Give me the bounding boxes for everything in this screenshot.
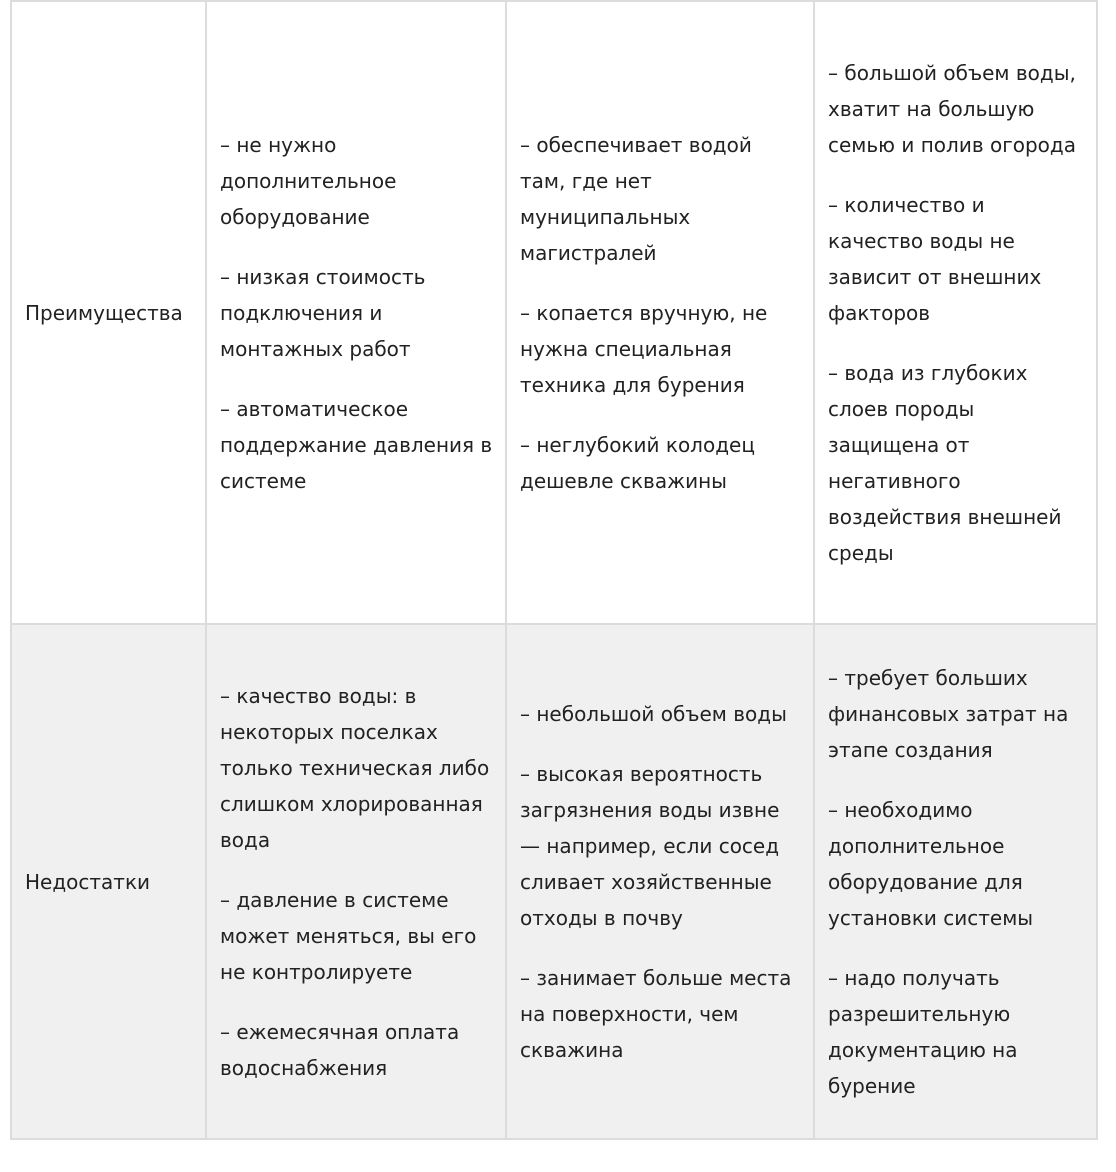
list-item: – необходимо дополнительное оборудование для установки системы [828,797,1034,930]
table-row-disadvantages [11,624,1097,1139]
list-item: – низкая стоимость подключения и монтажных работ [220,264,426,361]
table-cell [814,1,1097,624]
list-item: – не нужно дополнительное оборудование [220,132,397,229]
list-item: – надо получать разрешительную документацию на бурение [828,965,1018,1098]
list-item: – автоматическое поддержание давления в системе [220,396,493,493]
list-item: – большой объем воды, хватит на большую семью и полив огорода [828,60,1076,157]
list-item: – копается вручную, не нужна специальная техника для бурения [520,300,768,397]
list-item: – вода из глубоких слоев породы защищена от негативного воздействия внешней среды [828,360,1062,565]
list-item: – ежемесячная оплата водоснабжения [220,1019,460,1080]
list-item: – качество воды: в некоторых поселках только техническая либо слишком хлорированная вода [220,683,490,852]
list-item: – небольшой объем воды [520,701,787,726]
table-cell [506,1,814,624]
row-label: Преимущества [25,300,183,325]
row-label-cell [11,624,206,1139]
table-row-advantages [11,1,1097,624]
table-cell [206,624,506,1139]
comparison-table [10,0,1098,1140]
list-item: – количество и качество воды не зависит от внешних факторов [828,192,1042,325]
table-cell [506,624,814,1139]
list-item: – обеспечивает водой там, где нет муниципальных магистралей [520,132,752,265]
row-label-cell [11,1,206,624]
table-cell [206,1,506,624]
list-item: – неглубокий колодец дешевле скважины [520,432,755,493]
comparison-table-wrapper [10,0,1096,1140]
list-item: – давление в системе может меняться, вы его не контролируете [220,887,477,984]
list-item: – требует больших финансовых затрат на этапе создания [828,665,1069,762]
table-cell [814,624,1097,1139]
list-item: – высокая вероятность загрязнения воды извне — например, если сосед сливает хозяйственные отходы в почву [520,761,780,930]
list-item: – занимает больше места на поверхности, чем скважина [520,965,792,1062]
row-label: Недостатки [25,869,151,894]
